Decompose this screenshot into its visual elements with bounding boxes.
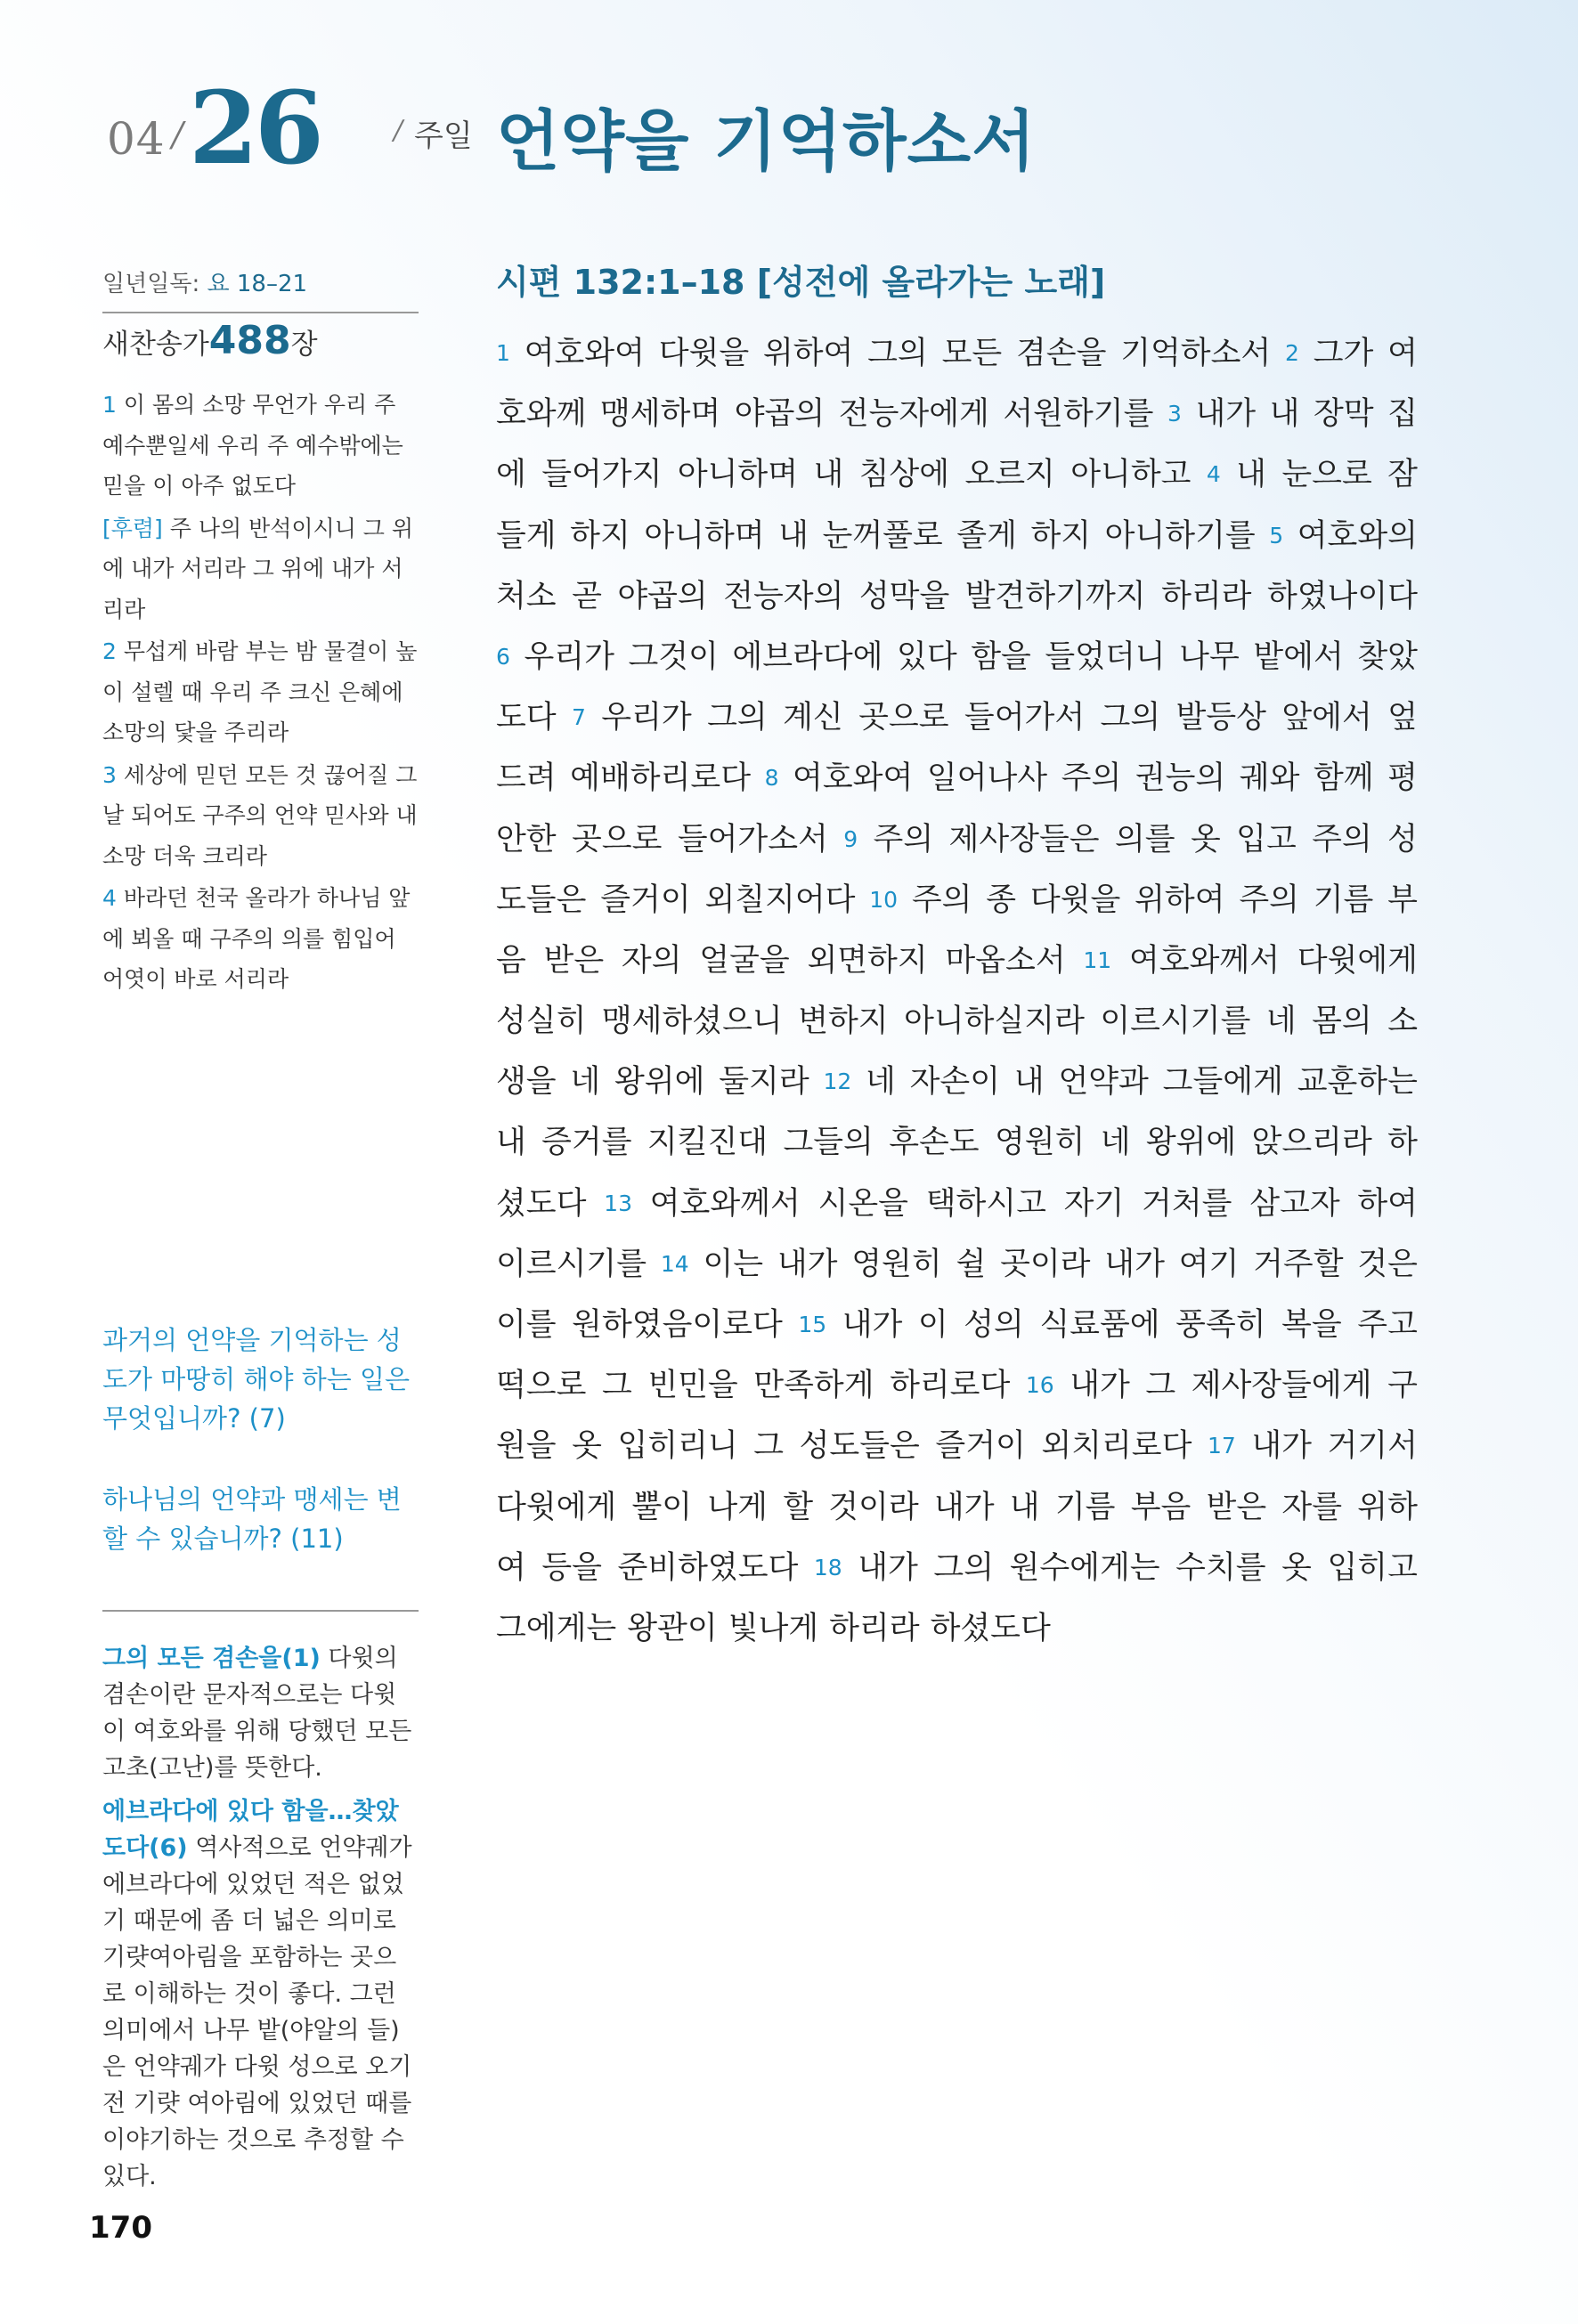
passage-word: 기름: [1054, 1489, 1116, 1525]
passage-word: 위하: [1357, 1489, 1418, 1525]
passage-word: 등을: [541, 1549, 602, 1586]
passage-word: 성의: [964, 1307, 1024, 1343]
passage-word: 밭에서: [1253, 638, 1344, 675]
verse-number: 12: [823, 1069, 852, 1095]
passage-word: 오르지: [964, 457, 1055, 493]
passage-word: 택하시고: [925, 1185, 1046, 1222]
passage-word: 위하여: [1135, 882, 1225, 918]
verse-number: 16: [1025, 1372, 1054, 1399]
passage-word: 발견하기까지: [964, 578, 1146, 614]
passage-line: [496, 444, 1418, 505]
passage-word: 즐거이: [935, 1428, 1026, 1465]
passage-word: 겸손을: [1015, 336, 1107, 371]
date-day: 26: [189, 70, 321, 187]
passage-word: 교훈하는: [1297, 1064, 1418, 1101]
passage-word: 네: [1265, 1004, 1297, 1040]
stanza-number: 1: [102, 392, 117, 418]
passage-word: 궤와: [1239, 760, 1300, 797]
verse-number: 18: [813, 1554, 842, 1580]
hymn-stanza: [102, 385, 419, 507]
passage-word: 우리가: [524, 638, 614, 675]
passage-word: 것은: [1357, 1246, 1418, 1282]
passage-word: 셨도다: [496, 1185, 587, 1222]
passage-word: 그의: [933, 1549, 995, 1586]
passage-word: 평: [1387, 760, 1418, 797]
commentary-note: [102, 1640, 419, 1786]
passage-word: 입히고: [1327, 1549, 1418, 1586]
passage-word: 영원히: [994, 1125, 1086, 1161]
passage-word: 그들의: [783, 1125, 874, 1161]
passage-word: 졸게: [956, 517, 1017, 554]
passage-word: 부음: [1130, 1489, 1192, 1525]
passage-word: 다윗을: [1029, 882, 1121, 918]
passage-word: 성: [1387, 821, 1418, 857]
passage-word: 권능의: [1135, 760, 1226, 797]
passage-word: 자기: [1063, 1185, 1125, 1222]
passage-word: 다윗에게: [496, 1489, 617, 1525]
passage-word: 그: [753, 1428, 785, 1465]
passage-word: 빈민을: [647, 1368, 738, 1404]
passage-reference: 시편 132:1–18 [성전에 올라가는 노래]: [496, 263, 1106, 302]
passage-word: 함께: [1313, 760, 1374, 797]
passage-word: 할: [783, 1489, 814, 1525]
passage-word: 하리라: [829, 1610, 920, 1646]
passage-word: 아니하며: [677, 457, 799, 493]
passage-word: 왕위에: [1145, 1125, 1237, 1161]
passage-word: 들었더니: [1045, 638, 1166, 675]
verse-number: 13: [604, 1190, 632, 1216]
passage-line: [496, 1477, 1418, 1538]
passage-word: 발등상: [1175, 700, 1266, 736]
passage-word: 여호와여: [524, 336, 645, 371]
passage-word: 외칠지어다: [704, 882, 856, 918]
verse-number: 7: [572, 704, 586, 731]
passage-line: [496, 930, 1418, 991]
passage-word: 다윗을: [658, 336, 750, 371]
verse-number: 8: [764, 765, 779, 792]
verse-number: 2: [1285, 340, 1299, 366]
passage-word: 주의: [1061, 760, 1122, 797]
passage-word: 영원히: [851, 1246, 942, 1282]
passage-word: 아니하실지라: [904, 1004, 1085, 1040]
passage-word: 만족하게: [753, 1368, 874, 1404]
passage-word: 내: [1269, 396, 1300, 433]
passage-word: 계신: [783, 700, 843, 736]
passage-word: 종: [986, 882, 1017, 918]
passage-word: 거주할: [1253, 1246, 1344, 1282]
hymn-stanza: [102, 508, 419, 630]
passage-word: 나게: [707, 1489, 768, 1525]
passage-word: 쉴: [956, 1246, 987, 1282]
passage-line: [496, 1355, 1418, 1416]
hymn-prefix: 새찬송가: [102, 329, 209, 361]
passage-word: 주고: [1357, 1307, 1418, 1343]
passage-line: [496, 323, 1418, 384]
passage-word: 드려: [496, 760, 557, 797]
passage-line: [496, 1174, 1418, 1234]
passage-word: 입히리니: [617, 1428, 738, 1465]
passage-word: 내: [813, 457, 844, 493]
passage-word: 수치를: [1175, 1549, 1266, 1586]
passage-line: [496, 1538, 1418, 1598]
hymn-number: 488: [208, 318, 291, 363]
passage-word: 주의: [1239, 882, 1299, 918]
passage-word: 내: [496, 1125, 526, 1161]
verse-number: 15: [798, 1312, 827, 1337]
passage-word: 내가: [858, 1549, 918, 1586]
passage-word: 원하였음이로다: [572, 1307, 783, 1343]
passage-word: 들어가서: [964, 700, 1086, 736]
passage-word: 주의: [911, 882, 972, 918]
stanza-text: 이 몸의 소망 무언가 우리 주 예수뿐일세 우리 주 예수밖에는 믿을 이 아주 없도다: [102, 392, 403, 499]
passage-word: 내가: [1070, 1368, 1130, 1404]
passage-word: 받은: [1206, 1489, 1267, 1525]
page-number: 170: [89, 2210, 152, 2246]
passage-word: 내: [1009, 1489, 1040, 1525]
verse-number: 11: [1083, 947, 1112, 973]
passage-word: 여호와여: [793, 760, 914, 797]
passage-word: 여호와께서: [649, 1185, 801, 1222]
passage-word: 기억하소서: [1120, 336, 1272, 371]
passage-word: 네: [866, 1064, 896, 1101]
reflection-question: 하나님의 언약과 맹세는 변할 수 있습니까? (11): [102, 1484, 402, 1554]
passage-word: 마옵소서: [945, 942, 1066, 979]
passage-word: 하지: [1030, 517, 1092, 554]
passage-word: 들게: [496, 517, 557, 554]
passage-line: [496, 384, 1418, 444]
passage-word: 하여: [1357, 1185, 1418, 1222]
passage-word: 풍족히: [1175, 1307, 1266, 1343]
passage-word: 앉으리라: [1251, 1125, 1372, 1161]
sidebar-divider: [102, 1610, 419, 1612]
passage-word: 빛나게: [728, 1610, 819, 1646]
passage-word: 있다: [897, 638, 957, 675]
passage-word: 도들은: [496, 882, 587, 918]
passage-word: 삼고자: [1249, 1185, 1340, 1222]
verse-number: 10: [869, 886, 899, 913]
passage-word: 옷: [1281, 1549, 1312, 1586]
passage-word: 이: [917, 1307, 948, 1343]
passage-word: 그의: [707, 700, 768, 736]
passage-word: 하지: [570, 517, 630, 554]
passage-word: 성막을: [858, 578, 950, 614]
passage-word: 에: [496, 457, 526, 493]
passage-word: 원수에게는: [1009, 1549, 1160, 1586]
stanza-text: 바라던 천국 올라가 하나님 앞에 뵈올 때 구주의 의를 힘입어 어엿이 바로 서리라: [102, 885, 411, 992]
passage-word: 지킬진대: [647, 1125, 769, 1161]
passage-word: 의를: [1114, 821, 1175, 857]
passage-word: 그에게는: [496, 1610, 617, 1646]
passage-word: 이를: [496, 1307, 557, 1343]
passage-word: 예배하리로다: [570, 760, 752, 797]
passage-word: 장막: [1313, 396, 1374, 433]
passage-line: [496, 1052, 1418, 1112]
passage-word: 생을: [496, 1064, 557, 1101]
passage-word: 함을: [971, 638, 1031, 675]
passage-word: 다윗에게: [1297, 942, 1418, 979]
passage-word: 후손도: [889, 1125, 980, 1161]
passage-line: [496, 991, 1418, 1052]
passage-word: 그의: [867, 336, 928, 371]
verse-number: 17: [1207, 1433, 1236, 1459]
date-weekday: 주일: [414, 118, 473, 154]
passage-word: 자를: [1281, 1489, 1343, 1525]
passage-word: 전능자의: [723, 578, 844, 614]
passage-word: 호와께: [496, 396, 587, 433]
stanza-text: 무섭게 바람 부는 밤 물결이 높이 설렐 때 우리 주 크신 은혜에 소망의 닻을 주리라: [102, 638, 418, 745]
passage-word: 내가: [933, 1489, 995, 1525]
passage-line: [496, 1234, 1418, 1295]
passage-word: 그들에게: [1162, 1064, 1283, 1101]
passage-word: 내: [1013, 1064, 1045, 1101]
passage-word: 찾았: [1357, 638, 1418, 675]
passage-word: 왕위에: [614, 1064, 705, 1101]
passage-line: [496, 506, 1418, 566]
verse-number: 5: [1269, 522, 1284, 548]
passage-word: 전능자에게: [838, 396, 989, 433]
passage-word: 나무: [1179, 638, 1240, 675]
hymn-stanza: [102, 755, 419, 877]
passage-word: 곳이라: [1000, 1246, 1091, 1282]
note-term: 에브라다에 있다 함을…찾았도다(6): [102, 1798, 399, 1862]
stanza-number: 4: [102, 885, 117, 911]
passage-word: 식료품에: [1039, 1307, 1160, 1343]
passage-word: 잠: [1387, 457, 1418, 493]
passage-word: 눈꺼풀로: [822, 517, 943, 554]
passage-word: 야곱의: [617, 578, 708, 614]
passage-word: 아니하기를: [1104, 517, 1256, 554]
passage-line: [496, 870, 1418, 930]
passage-word: 곧: [572, 578, 602, 614]
passage-word: 구: [1387, 1368, 1418, 1404]
passage-word: 왕관이: [627, 1610, 718, 1646]
passage-word: 그: [601, 1368, 632, 1404]
passage-word: 그가: [1313, 336, 1374, 371]
note-term: 그의 모든 겸손을(1): [102, 1645, 321, 1672]
passage-word: 일어나사: [926, 760, 1048, 797]
stanza-number: 2: [102, 638, 117, 664]
date-separator: /: [172, 115, 183, 154]
date-month: 04: [107, 113, 166, 165]
hymn-suffix: 장: [290, 329, 318, 361]
passage-word: 이르시기를: [496, 1246, 647, 1282]
passage-word: 내가: [777, 1246, 838, 1282]
passage-word: 둘지라: [719, 1064, 809, 1101]
passage-word: 얼굴을: [699, 942, 790, 979]
passage-word: 부: [1387, 882, 1418, 918]
passage-line: [496, 809, 1418, 870]
passage-word: 하셨도다: [930, 1610, 1051, 1646]
commentary-note: [102, 1793, 419, 2195]
passage-word: 그것이: [628, 638, 719, 675]
passage-word: 변하지: [798, 1004, 889, 1040]
passage-line: [496, 1416, 1418, 1476]
passage-word: 옷: [1190, 821, 1221, 857]
passage-word: 네: [570, 1064, 601, 1101]
date-separator: /: [394, 115, 403, 146]
passage-word: 제사장들에게: [1191, 1368, 1372, 1404]
passage-word: 맹세하며: [599, 396, 721, 433]
passage-word: 아니하며: [644, 517, 765, 554]
passage-word: 들어가소서: [677, 821, 828, 857]
passage-word: 자의: [621, 942, 682, 979]
chorus-label: [후렴]: [102, 515, 163, 541]
yearly-reading-value: 요 18–21: [207, 271, 308, 297]
passage-word: 하리로다: [890, 1368, 1011, 1404]
passage-word: 증거를: [541, 1125, 632, 1161]
passage-word: 자손이: [909, 1064, 1001, 1101]
passage-word: 그의: [1100, 700, 1161, 736]
verse-number: 1: [496, 340, 510, 366]
commentary-notes: [102, 1640, 419, 2202]
passage-word: 하: [1387, 1125, 1418, 1161]
passage-word: 내가: [1251, 1428, 1312, 1465]
passage-word: 곳으로: [572, 821, 663, 857]
passage-word: 주의: [1312, 821, 1372, 857]
passage-word: 이르시기를: [1100, 1004, 1251, 1040]
passage-word: 즐거이: [600, 882, 691, 918]
passage-word: 모든: [941, 336, 1003, 371]
yearly-reading: [102, 265, 419, 298]
passage-word: 침상에: [858, 457, 950, 493]
verse-number: 14: [660, 1250, 689, 1277]
passage-word: 눈으로: [1281, 457, 1372, 493]
passage-word: 시온을: [817, 1185, 908, 1222]
stanza-text: 세상에 믿던 모든 것 끊어질 그날 되어도 구주의 언약 믿사와 내 소망 더욱 크리라: [102, 761, 418, 869]
passage-word: 언약과: [1058, 1064, 1149, 1101]
passage-word: 여: [1387, 336, 1418, 371]
note-text: 역사적으로 언약궤가 에브라다에 있었던 적은 없었기 때문에 좀 더 넓은 의미로 기럇여아림을 포함하는 곳으로 이해하는 것이 좋다. 그런 의미에서 나무 밭(야알의 들)은 언약궤가 다윗 성으로 오기 전 기럇 여아림에 있었던 때를 이야기하는 것으로 추정할 수 있다.: [102, 1834, 412, 2190]
passage-word: 네: [1100, 1125, 1131, 1161]
sidebar-divider: [102, 312, 419, 313]
hymn-stanza: [102, 878, 419, 1000]
passage-word: 내가: [1104, 1246, 1165, 1282]
stanza-number: 3: [102, 761, 117, 788]
passage-word: 처소: [496, 578, 557, 614]
passage-word: 음: [496, 942, 526, 979]
passage-word: 하리라: [1161, 578, 1252, 614]
passage-word: 것이라: [828, 1489, 919, 1525]
passage-word: 집: [1387, 396, 1418, 433]
passage-word: 안한: [496, 821, 557, 857]
hymn-heading: [102, 318, 419, 363]
passage-word: 위하여: [762, 336, 854, 371]
passage-line: [496, 627, 1418, 687]
hymn-lyrics: [102, 385, 419, 1002]
passage-line: [496, 748, 1418, 809]
passage-line: [496, 687, 1418, 748]
reflection-question: 과거의 언약을 기억하는 성도가 마땅히 해야 하는 일은 무엇입니까? (7): [102, 1325, 411, 1434]
passage-word: 원을: [496, 1428, 557, 1465]
passage-word: 에브라다에: [732, 638, 883, 675]
passage-word: 들어가지: [541, 457, 663, 493]
passage-word: 우리가: [601, 700, 692, 736]
passage-word: 옷: [572, 1428, 602, 1465]
verse-number: 9: [843, 825, 858, 852]
passage-word: 뿔이: [631, 1489, 693, 1525]
verse-number: 6: [496, 643, 510, 670]
passage-word: 외치리로다: [1041, 1428, 1192, 1465]
passage-line: [496, 1112, 1418, 1173]
passage-word: 이는: [703, 1246, 764, 1282]
passage-word: 입고: [1236, 821, 1297, 857]
passage-line: [496, 1598, 1418, 1659]
passage-word: 내가: [842, 1307, 903, 1343]
passage-word: 준비하였도다: [617, 1549, 799, 1586]
passage-word: 그: [1145, 1368, 1176, 1404]
passage-word: 받은: [543, 942, 605, 979]
passage-word: 내: [1236, 457, 1266, 493]
passage-word: 주의: [873, 821, 934, 857]
passage-word: 곳으로: [858, 700, 949, 736]
passage-word: 떡으로: [496, 1368, 587, 1404]
note-text: 다윗의 겸손이란 문자적으로는 다윗이 여호와를 위해 당했던 모든 고초(고난)를 뜻한다.: [102, 1645, 412, 1782]
passage-word: 외면하지: [807, 942, 928, 979]
passage-line: [496, 566, 1418, 627]
verse-number: 3: [1167, 401, 1182, 427]
verse-number: 4: [1206, 461, 1221, 488]
passage-word: 거기서: [1327, 1428, 1418, 1465]
scripture-passage: [496, 323, 1418, 1659]
hymn-stanza: [102, 631, 419, 753]
passage-word: 야곱의: [734, 396, 826, 433]
passage-word: 몸의: [1312, 1004, 1372, 1040]
passage-word: 성실히: [496, 1004, 587, 1040]
passage-word: 맹세하셨으니: [601, 1004, 783, 1040]
passage-word: 여호와의: [1297, 517, 1418, 554]
stanza-text: 주 나의 반석이시니 그 위에 내가 서리라 그 위에 내가 서리라: [102, 515, 414, 622]
passage-word: 내가: [1195, 396, 1257, 433]
passage-word: 성도들은: [799, 1428, 920, 1465]
passage-word: 거처를: [1142, 1185, 1232, 1222]
passage-word: 복을: [1281, 1307, 1342, 1343]
passage-word: 제사장들은: [948, 821, 1100, 857]
passage-word: 아니하고: [1070, 457, 1192, 493]
passage-word: 소: [1387, 1004, 1418, 1040]
passage-word: 여호와께서: [1128, 942, 1281, 979]
page-title: 언약을 기억하소서: [496, 103, 1037, 180]
passage-word: 여: [496, 1549, 526, 1586]
passage-word: 하였나이다: [1266, 578, 1418, 614]
yearly-reading-label: 일년일독:: [102, 271, 200, 297]
passage-word: 엎: [1387, 700, 1418, 736]
passage-word: 도다: [496, 700, 557, 736]
passage-word: 여기: [1178, 1246, 1240, 1282]
passage-word: 서원하기를: [1003, 396, 1154, 433]
passage-word: 내: [778, 517, 809, 554]
passage-line: [496, 1295, 1418, 1355]
passage-word: 기름: [1313, 882, 1374, 918]
passage-word: 앞에서: [1281, 700, 1372, 736]
